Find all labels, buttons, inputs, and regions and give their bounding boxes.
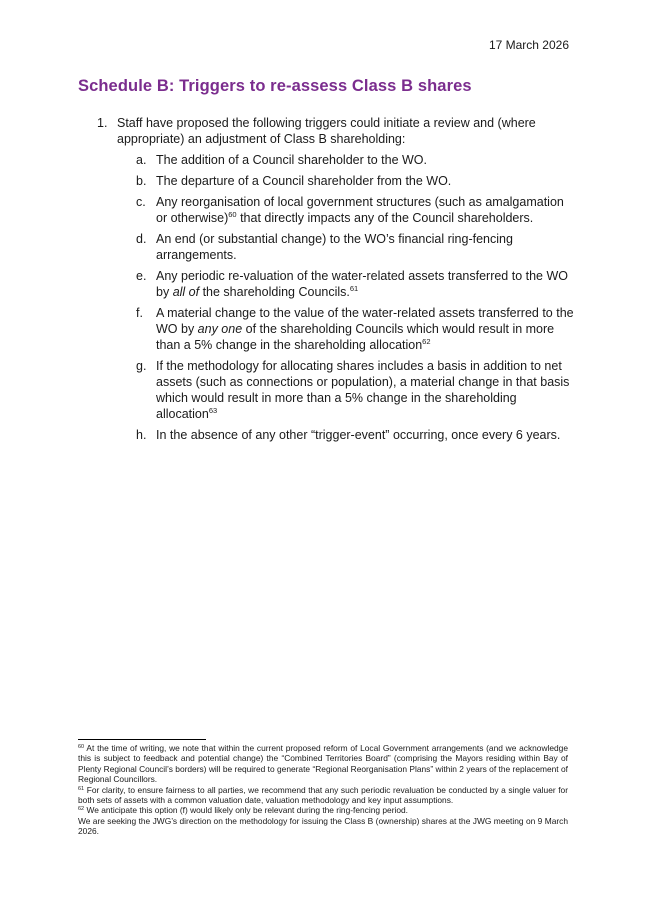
trigger-text: The departure of a Council shareholder from the WO. [156,174,452,188]
trigger-letter: e. [136,269,147,283]
trigger-text: An end (or substantial change) to the WO’s financial ring-fencing arrangements. [156,232,513,262]
trigger-list [78,115,578,443]
trigger-text: Any periodic re-valuation of the water-related assets transferred to the WO by [156,269,568,299]
item-text: Staff have proposed the following triggers could initiate a review and (where appropriate) an adjustment of Class B shareholding: [117,116,536,146]
trigger-letter: h. [136,428,147,442]
footnote-62 [78,805,568,815]
trigger-c [78,194,578,226]
footnote-text: We anticipate this option (f) would likely only be relevant during the ring-fencing period. [84,805,408,816]
trigger-f [78,305,578,353]
footnote-number: 60 [78,744,85,750]
trigger-text-cont: that directly impacts any of the Council shareholders. [236,211,534,225]
footnote-61 [78,785,568,806]
footnote-ref-61[interactable]: 61 [349,284,359,293]
footnote-ref-63[interactable]: 63 [208,406,218,415]
footnote-ref-60[interactable]: 60 [228,210,237,219]
footnote-63 [78,816,568,837]
footnote-ref-62[interactable]: 62 [422,337,431,346]
trigger-text: A material change to the value of the water-related assets transferred to the WO by [156,306,574,336]
trigger-letter: c. [136,195,146,209]
trigger-text: Any reorganisation of local government structures (such as amalgamation or otherwise) [156,195,564,225]
trigger-e [78,268,578,300]
list-item-1 [78,115,578,147]
footnotes [78,743,568,837]
footnote-separator [78,739,206,740]
trigger-emphasis: any one [197,322,243,336]
document-date: 17 March 2026 [488,38,569,52]
trigger-text-cont: of the shareholding Councils which would result in more than a 5% change in the shareholding allocation [156,322,555,352]
trigger-text: In the absence of any other “trigger-event” occurring, once every 6 years. [156,428,561,442]
trigger-g [78,358,578,422]
item-number: 1. [97,116,108,130]
trigger-letter: f. [136,306,143,320]
trigger-text: The addition of a Council shareholder to the WO. [156,153,427,167]
trigger-d [78,231,578,263]
footnote-text: At the time of writing, we note that within the current proposed reform of Local Government arrangements (and we acknowledge this is subject to feedback and potential change) the “Combined Territories Board” (comprising the Mayors residing within Bay of Plenty Regional Council’s borders) will be required to generate “Regional Reorganisation Plans” within 2 years of the replacement of Regional Councillors. [78,743,568,785]
trigger-a [78,152,578,168]
footnote-60 [78,743,568,785]
trigger-letter: d. [136,232,147,246]
footnote-number: 61 [78,785,85,792]
trigger-letter: a. [136,153,147,167]
trigger-letter: g. [136,359,147,373]
trigger-text: If the methodology for allocating shares includes a basis in addition to net assets (such as connections or population), a material change in that basis which would result in more than a 5% change in the shareholding allocation [156,359,570,421]
trigger-h [78,427,578,443]
trigger-letter: b. [136,174,147,188]
footnote-number: 62 [78,806,85,813]
footnote-text: For clarity, to ensure fairness to all parties, we recommend that any such periodic revaluation be conducted by a single valuer for both sets of assets with a common valuation date, valuation methodology and key input assumptions. [78,784,568,806]
trigger-text-cont: the shareholding Councils. [199,285,350,299]
footnote-text: We are seeking the JWG’s direction on the methodology for issuing the Class B (ownership) shares at the JWG meeting on 9 March 2026. [78,815,568,837]
trigger-b [78,173,578,189]
schedule-title: Schedule B: Triggers to re-assess Class B shares [78,77,472,95]
trigger-emphasis: all of [172,285,200,299]
